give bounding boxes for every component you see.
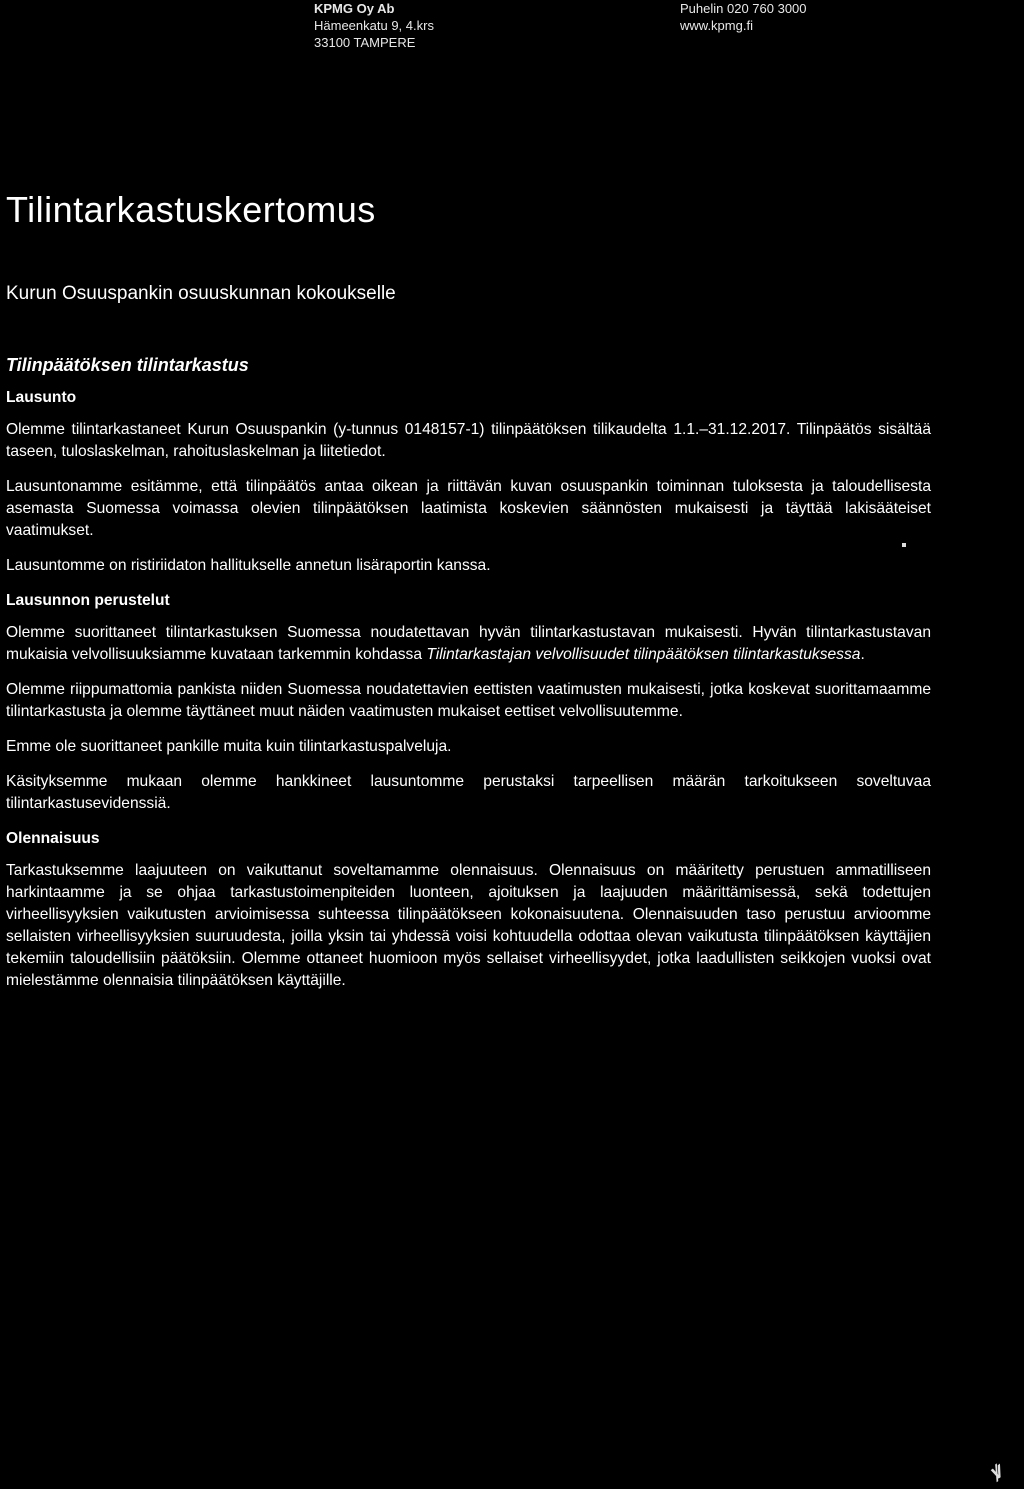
basis-heading: Lausunnon perustelut: [6, 592, 170, 609]
report-addressee: Kurun Osuuspankin osuuskunnan kokoukselle: [6, 283, 396, 304]
opinion-paragraph-1: Olemme tilintarkastaneet Kurun Osuuspankin (y-tunnus 0148157-1) tilinpäätöksen tilikaudelta 1.1.–31.12.2017. Tilinpäätös sisältää taseen, tuloslaskelman, rahoituslaskelman ja liitetiedot.: [6, 421, 931, 460]
letterhead-address: [314, 0, 434, 51]
basis-paragraph-1-end: .: [860, 646, 865, 663]
report-body: [6, 353, 931, 1005]
basis-paragraph-4: Käsityksemme mukaan olemme hankkineet lausuntomme perustaksi tarpeellisen määrän tarkoitukseen soveltuvaa tilintarkastusevidenssiä.: [6, 773, 931, 812]
basis-paragraph-2: Olemme riippumattomia pankista niiden Suomessa noudatettavien eettisten vaatimusten mukaisesti, jotka koskevat suorittamaamme tilintarkastusta ja olemme täyttäneet muut näiden vaatimusten mukaiset eettiset velvollisuutemme.: [6, 681, 931, 720]
scan-mark: [902, 543, 906, 547]
letterhead-contact: [680, 0, 807, 34]
company-name: KPMG Oy Ab: [314, 1, 395, 16]
phone-number: Puhelin 020 760 3000: [680, 1, 807, 16]
basis-paragraph-3: Emme ole suorittaneet pankille muita kuin tilintarkastuspalveluja.: [6, 738, 452, 755]
basis-paragraph-1-reference: Tilintarkastajan velvollisuudet tilinpäätöksen tilintarkastuksessa: [426, 646, 861, 663]
materiality-paragraph-1: Tarkastuksemme laajuuteen on vaikuttanut soveltamamme olennaisuus. Olennaisuus on määritetty perustuen ammatilliseen harkintaamme ja se ohjaa tarkastustoimenpiteiden luonteen, ajoituksen ja laajuuden määrittämisessä, sekä todettujen virheellisyyksien vaikutusten arvioimisessa suhteessa tilinpäätökseen kokonaisuutena. Olennaisuuden taso perustuu arvioomme sellaisten virheellisyyksien suuruudesta, joilla yksin tai yhdessä voisi kohtuudella odottaa olevan vaikutusta tilinpäätöksen käyttäjien tekemiin taloudellisiin päätöksiin. Olemme ottaneet huomioon myös sellaiset virheellisyydet, jotka laadullisten seikkojen vuoksi ovat mielestämme olennaisia tilinpäätöksen käyttäjille.: [6, 862, 931, 989]
opinion-paragraph-2: Lausuntonamme esitämme, että tilinpäätös antaa oikean ja riittävän kuvan osuuspankin toiminnan tuloksesta ja taloudellisesta asemasta Suomessa voimassa olevien tilinpäätöksen laatimista koskevien säännösten mukaisesti ja täyttää lakisääteiset vaatimukset.: [6, 478, 931, 539]
basis-paragraph-1: [6, 622, 931, 666]
website: www.kpmg.fi: [680, 18, 753, 33]
basis-paragraph-1-text: Olemme suorittaneet tilintarkastuksen Suomessa noudatettavan hyvän tilintarkastustavan mukaisesti. Hyvän tilintarkastustavan mukaisia velvollisuuksiamme kuvataan tarkemmin kohdassa: [6, 624, 931, 663]
city-address: 33100 TAMPERE: [314, 35, 416, 50]
street-address: Hämeenkatu 9, 4.krs: [314, 18, 434, 33]
handwritten-initials: ꝟ: [985, 1460, 1007, 1485]
report-title: Tilintarkastuskertomus: [6, 189, 376, 230]
opinion-paragraph-3: Lausuntomme on ristiriidaton hallitukselle annetun lisäraportin kanssa.: [6, 557, 491, 574]
opinion-heading: Lausunto: [6, 389, 77, 406]
materiality-heading: Olennaisuus: [6, 830, 100, 847]
section-title: Tilinpäätöksen tilintarkastus: [6, 355, 249, 375]
